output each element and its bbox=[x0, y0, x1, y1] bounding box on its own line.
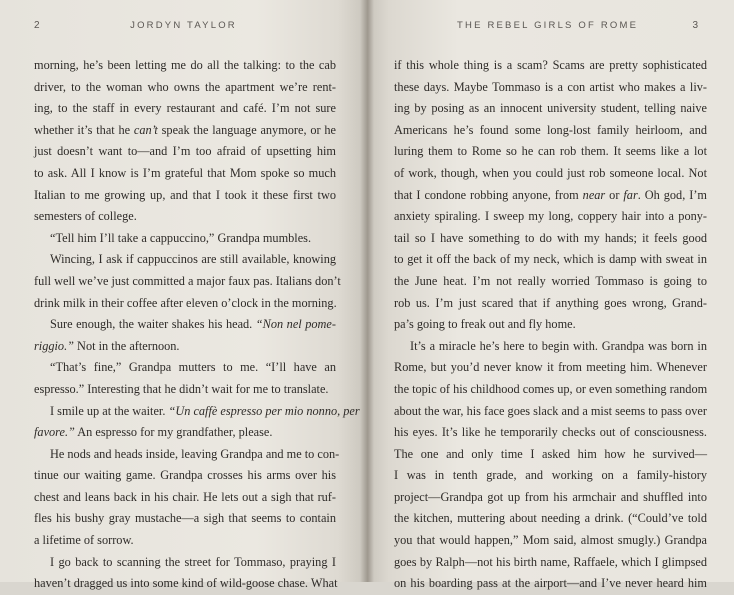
text-line: chest and leans back in his chair. He lets out a sigh that ruf- bbox=[34, 489, 336, 504]
page-number-left: 2 bbox=[34, 20, 40, 31]
text-line: the June heat. I’m not really worried Tommaso is going to bbox=[394, 273, 707, 288]
text-line: tail so I have something to do with my hands; it feels good bbox=[394, 230, 707, 245]
text-line: semesters of college. bbox=[34, 209, 137, 224]
text-line: project—Grandpa got up from his armchair and shuffled into bbox=[394, 489, 707, 504]
text-line: Sure enough, the waiter shakes his head. “Non nel pome- bbox=[50, 317, 336, 332]
text-line: espresso.” Interesting that he didn’t wait for me to translate. bbox=[34, 381, 329, 396]
running-header-title: THE REBEL GIRLS OF ROME bbox=[457, 20, 639, 31]
text-line: the kitchen, muttering about needing a drink. (“Could’ve told bbox=[394, 511, 707, 526]
page-number-right: 3 bbox=[692, 20, 698, 31]
text-line: to ask. All I know is I’m grateful that Mom spoke so much bbox=[34, 165, 336, 180]
left-page bbox=[0, 0, 367, 591]
text-line: full well we’ve just committed a major faux pas. Italians don’t bbox=[34, 273, 341, 288]
text-line: just doesn’t want to—and I’m too afraid of upsetting him bbox=[34, 144, 336, 159]
text-line: the topic of his childhood comes up, or even something random bbox=[394, 381, 708, 396]
text-line: Rome, but you’d never know it from meeting him. Whenever bbox=[394, 360, 707, 375]
text-line: Americans he’s found some long-lost family heirloom, and bbox=[394, 122, 707, 137]
text-line: I was in tenth grade, and working on a family-history bbox=[394, 468, 707, 483]
text-line: that I condone robbing anyone, from near or far. Oh god, I’m bbox=[394, 187, 707, 202]
left-page-text bbox=[34, 55, 360, 595]
text-line: goes by Ralph—not his birth name, Raffaele, which I glimpsed bbox=[394, 554, 707, 569]
text-line: ing, to the staff in every restaurant and café. I’m not sure bbox=[34, 101, 336, 116]
text-line: “That’s fine,” Grandpa mutters to me. “I’ll have an bbox=[50, 360, 336, 375]
text-line: about the war, his face goes slack and a mist seems to pass over bbox=[394, 403, 707, 418]
text-line: haven’t dragged us into some kind of wild-goose chase. What bbox=[34, 576, 338, 591]
text-line: his eyes. It’s like he temporarily checks out of consciousness. bbox=[394, 425, 707, 440]
text-line: Wincing, I ask if cappuccinos are still available, knowing bbox=[50, 252, 336, 267]
right-page bbox=[367, 0, 734, 591]
text-line: luring them to Rome so he can rob them. It seems like a lot bbox=[394, 144, 707, 159]
text-line: It’s a miracle he’s here to begin with. Grandpa was born in bbox=[410, 338, 707, 353]
text-line: fles his bushy gray mustache—a sigh that seems to contain bbox=[34, 511, 336, 526]
text-line: I smile up at the waiter. “Un caffè espresso per mio nonno, per bbox=[50, 403, 360, 418]
text-line: favore.” An espresso for my grandfather, please. bbox=[34, 425, 273, 440]
text-line: rob us. I’m just scared that if anything goes wrong, Grand- bbox=[394, 295, 707, 310]
text-line: driver, to the woman who owns the apartment we’re rent- bbox=[34, 79, 336, 94]
text-line: of work, though, when you could just rob someone local. Not bbox=[394, 165, 707, 180]
text-line: riggio.” Not in the afternoon. bbox=[34, 338, 180, 353]
text-line: whether it’s that he can’t speak the language anymore, or he bbox=[34, 122, 337, 137]
text-line: morning, he’s been letting me do all the talking: to the cab bbox=[34, 58, 336, 72]
text-line: tinue our waiting game. Grandpa crosses his arms over his bbox=[34, 468, 336, 483]
text-line: pa’s going to freak out and fly home. bbox=[394, 317, 576, 332]
text-line: to get it off the back of my neck, which is damp with sweat in bbox=[394, 252, 707, 267]
text-line: anxiety spiraling. I sweep my long, coppery hair into a pony- bbox=[394, 209, 707, 224]
text-line: “Tell him I’ll take a cappuccino,” Grandpa mumbles. bbox=[50, 230, 312, 245]
text-line: you that would happen,” Mom said, almost smugly.) Grandpa bbox=[394, 533, 707, 548]
text-line: ing by posing as an innocent university student, telling naive bbox=[394, 101, 707, 116]
running-header-author: JORDYN TAYLOR bbox=[130, 20, 237, 31]
text-line: if this whole thing is a scam? Scams are pretty sophisticated bbox=[394, 58, 707, 72]
text-line: these days. Maybe Tommaso is a con artist who makes a liv- bbox=[394, 79, 707, 94]
text-line: He nods and heads inside, leaving Grandpa and me to con- bbox=[50, 446, 340, 461]
text-line: Italian to me growing up, and that I took it these first two bbox=[34, 187, 336, 202]
right-page-text bbox=[394, 55, 707, 595]
text-line: I go back to scanning the street for Tommaso, praying I bbox=[50, 554, 336, 569]
text-line: a lifetime of sorrow. bbox=[34, 533, 134, 548]
text-line: on his boarding pass at the airport—and I’ve never heard him bbox=[394, 576, 707, 591]
text-line: drink milk in their coffee after eleven o’clock in the morning. bbox=[34, 295, 337, 310]
text-line: The one and only time I asked him how he survived— bbox=[394, 446, 707, 461]
